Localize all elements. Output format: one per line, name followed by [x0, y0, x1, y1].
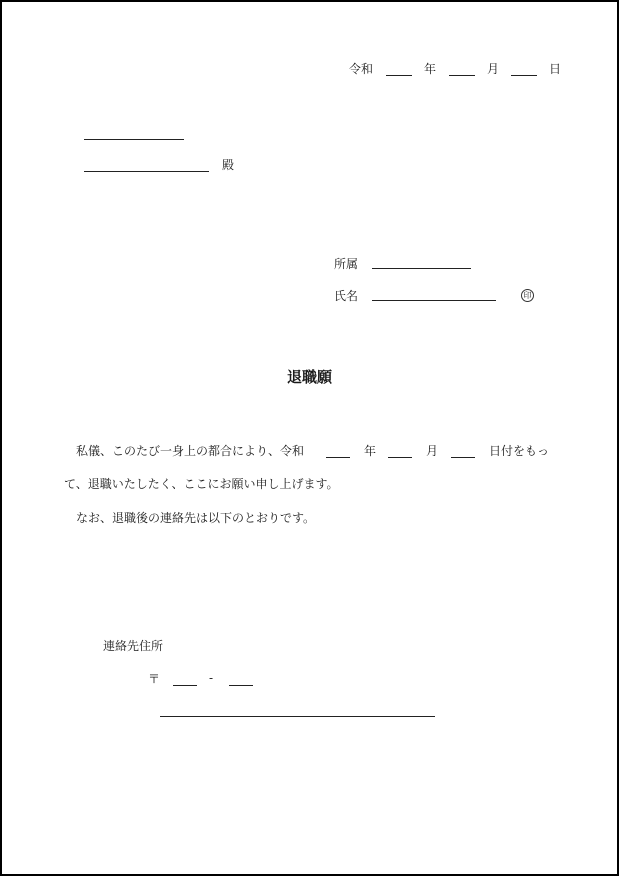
body-line1-end: 日付をもっ	[489, 444, 550, 458]
body-month-label: 月	[426, 444, 439, 458]
addressee-name-blank	[84, 171, 209, 172]
postal-mark: 〒	[148, 672, 161, 686]
body-line1-start: 私儀、このたび一身上の都合により、令和	[76, 444, 305, 458]
body-month-blank	[388, 457, 412, 458]
name-blank	[372, 300, 496, 301]
postal-separator: -	[209, 671, 214, 685]
contact-label: 連絡先住所	[103, 639, 164, 653]
affiliation-label: 所属	[334, 257, 359, 271]
addressee-suffix: 殿	[222, 158, 235, 172]
address-blank	[160, 716, 435, 717]
date-day-label: 日	[549, 62, 562, 76]
seal-mark: 印	[521, 289, 534, 302]
date-day-blank	[511, 75, 537, 76]
body-year-blank	[326, 457, 350, 458]
date-year-blank	[386, 75, 412, 76]
postal-first-blank	[173, 685, 197, 686]
body-line3: なお、退職後の連絡先は以下のとおりです。	[76, 511, 316, 525]
addressee-company-blank	[84, 139, 184, 140]
date-year-label: 年	[424, 62, 437, 76]
affiliation-blank	[372, 268, 471, 269]
name-label: 氏名	[334, 289, 359, 303]
body-day-blank	[451, 457, 475, 458]
date-month-blank	[449, 75, 475, 76]
body-year-label: 年	[364, 444, 377, 458]
body-line2: て、退職いたしたく、ここにお願い申し上げます。	[64, 477, 339, 491]
postal-second-blank	[229, 685, 253, 686]
date-era: 令和	[349, 62, 374, 76]
date-month-label: 月	[487, 62, 500, 76]
document-title: 退職願	[286, 368, 332, 386]
